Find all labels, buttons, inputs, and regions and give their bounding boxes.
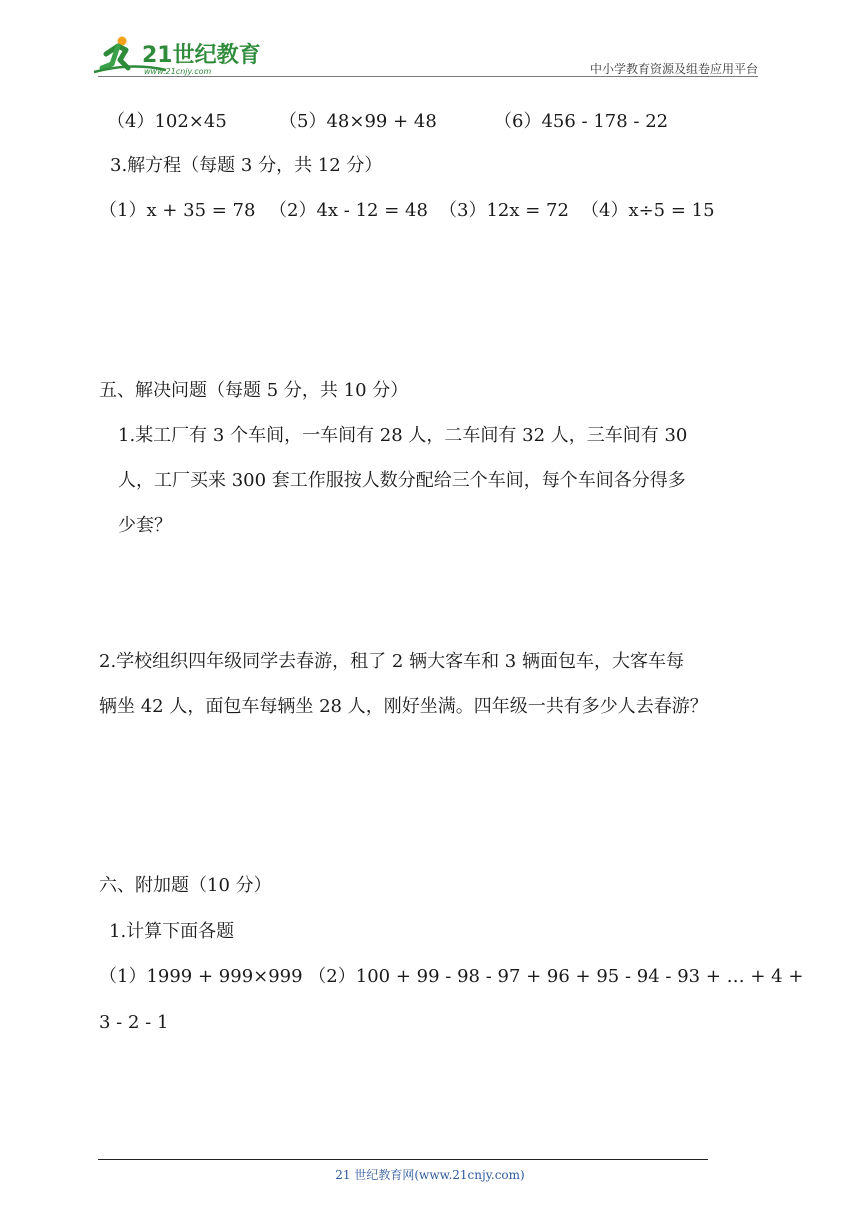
equations-heading: 3.解方程（每题 3 分，共 12 分） <box>110 155 383 176</box>
question2-line2: 辆坐 42 人，面包车每辆坐 28 人，刚好坐满。四年级一共有多少人去春游？ <box>99 696 708 717</box>
equation-1: （1）x + 35 = 78 <box>99 200 256 221</box>
equation-3: （3）12x = 72 <box>439 200 569 221</box>
calc-item-5: （5）48×99 + 48 <box>279 111 437 132</box>
question2-line1: 2.学校组织四年级同学去春游，租了 2 辆大客车和 3 辆面包车，大客车每 <box>99 651 684 672</box>
logo-text: 21世纪教育 <box>142 43 261 68</box>
equation-4: （4）x÷5 = 15 <box>581 200 715 221</box>
question1-line3: 少套？ <box>118 515 172 536</box>
section5-heading: 五、解决问题（每题 5 分，共 10 分） <box>99 380 409 401</box>
header-divider <box>98 76 758 77</box>
footer-site-link[interactable]: 21 世纪教育网(www.21cnjy.com) <box>335 1168 525 1182</box>
header-platform-name: 中小学教育资源及组卷应用平台 <box>589 62 758 76</box>
question1-line1: 1.某工厂有 3 个车间，一车间有 28 人，二车间有 32 人，三车间有 30 <box>118 425 688 446</box>
calc-item-4: （4）102×45 <box>107 111 227 132</box>
bonus-calc-line1: （1）1999 + 999×999 （2）100 + 99 - 98 - 97 + 96 + 95 - 94 - 93 + … + 4 + <box>99 966 804 987</box>
question1-line2: 人，工厂买来 300 套工作服按人数分配给三个车间，每个车间各分得多 <box>118 470 686 491</box>
logo-url: www.21cnjy.com <box>144 67 212 76</box>
bonus-calc-line2: 3 - 2 - 1 <box>99 1012 169 1033</box>
section6-subheading: 1.计算下面各题 <box>109 921 235 942</box>
brand-logo <box>92 32 262 78</box>
section6-heading: 六、附加题（10 分） <box>99 875 272 896</box>
calc-item-6: （6）456 - 178 - 22 <box>494 111 669 132</box>
footer-divider <box>98 1159 708 1160</box>
equation-2: （2）4x - 12 = 48 <box>269 200 428 221</box>
